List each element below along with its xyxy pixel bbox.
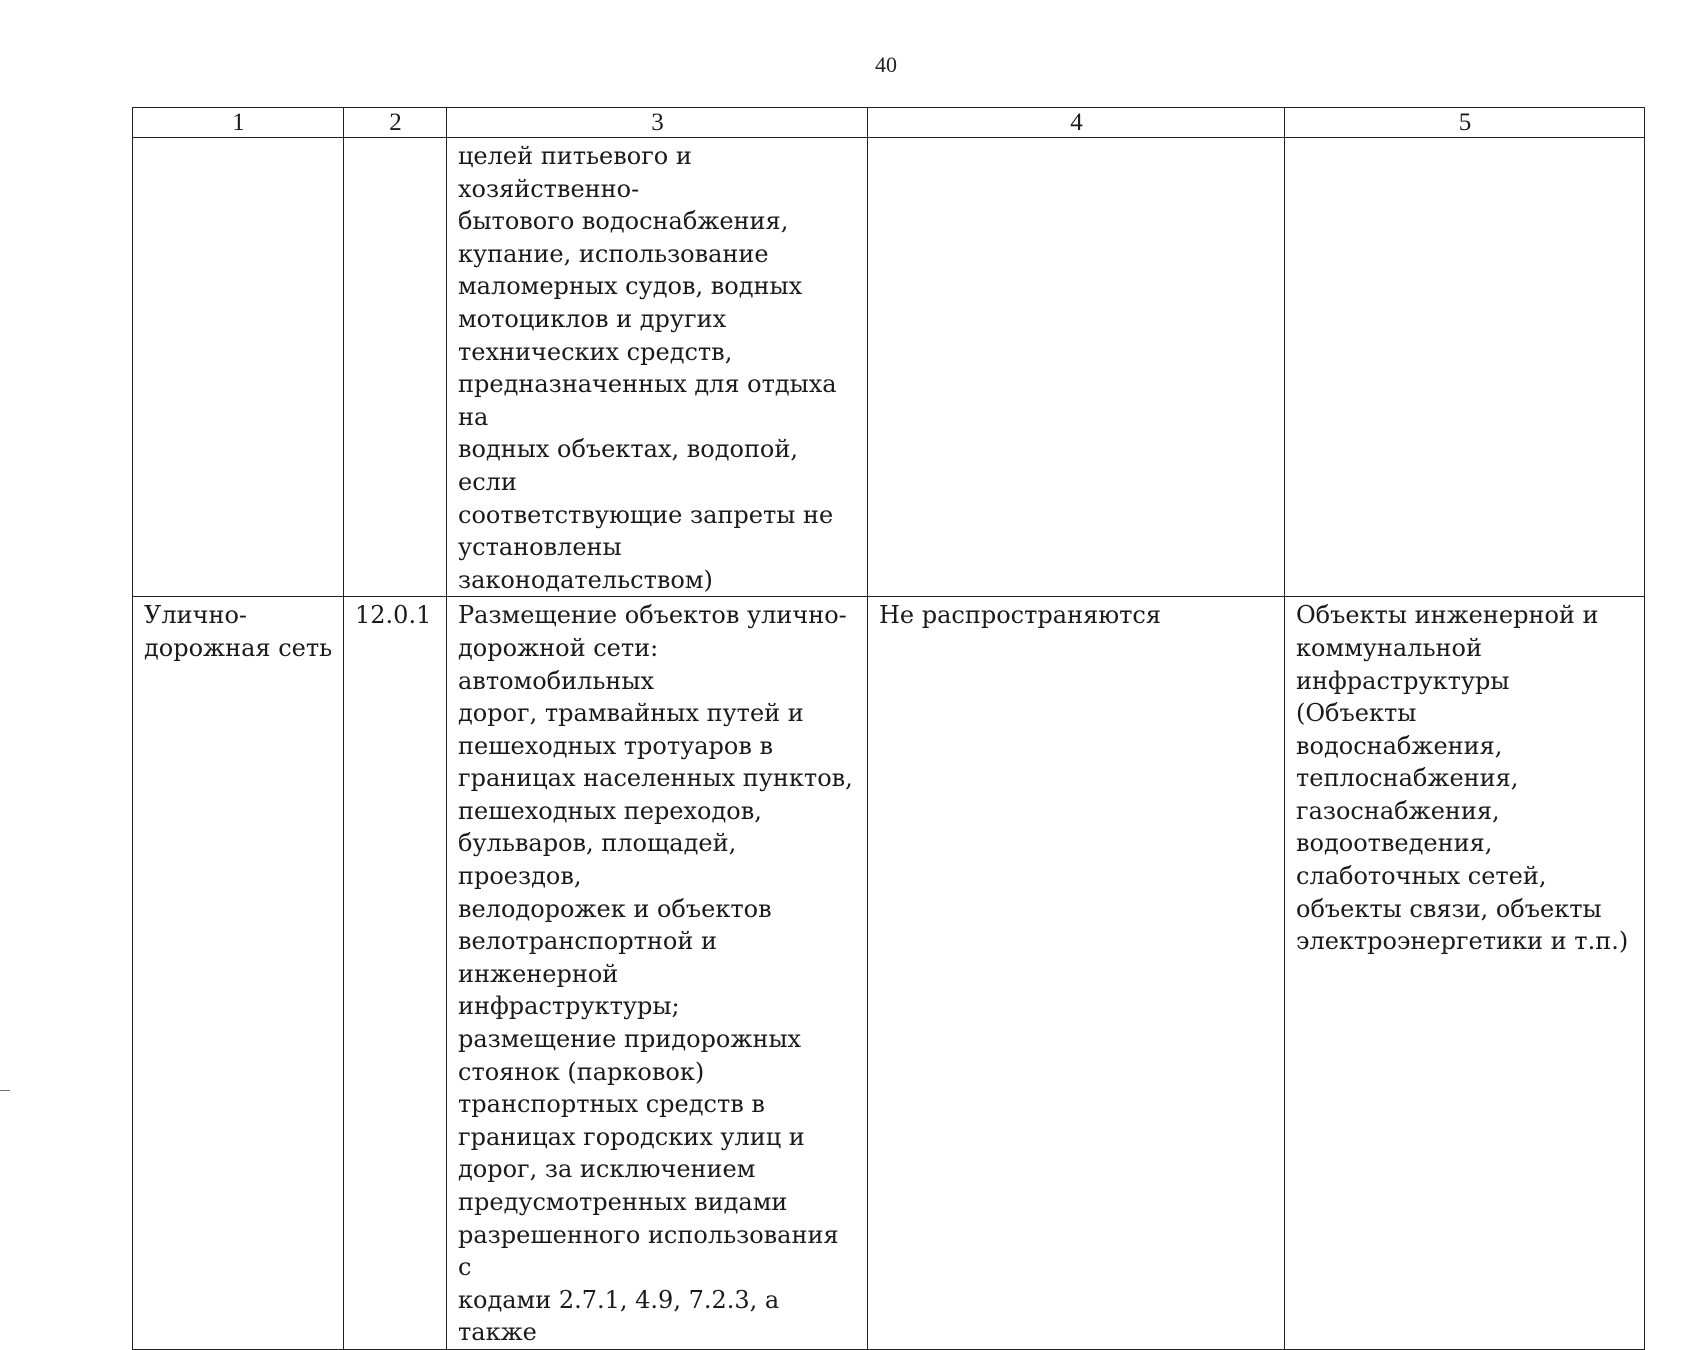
header-col-2: 2 bbox=[344, 108, 447, 138]
page-number: 40 bbox=[875, 52, 897, 77]
land-use-table bbox=[132, 107, 1645, 1350]
col5-cell: Объекты инженерной и коммунальной инфраструктуры (Объекты водоснабжения, теплоснабжения, газоснабжения, водоотведения, слаботочных сетей, объекты связи, объекты электроэнергетики и т.п.) bbox=[1285, 597, 1645, 1350]
scan-mark bbox=[0, 1090, 10, 1091]
header-row bbox=[133, 108, 1645, 138]
use-code-cell: 12.0.1 bbox=[344, 597, 447, 1350]
header-col-3: 3 bbox=[447, 108, 868, 138]
use-description-cell: Размещение объектов улично- дорожной сети: автомобильных дорог, трамвайных путей и пешеходных тротуаров в границах населенных пунктов, пешеходных переходов, бульваров, площадей, проездов, велодорожек и объектов велотранспортной и инженерной инфраструктуры; размещение придорожных стоянок (парковок) транспортных средств в границах городских улиц и дорог, за исключением предусмотренных видами разрешенного использования с кодами 2.7.1, 4.9, 7.2.3, а также bbox=[447, 597, 868, 1350]
use-name-cell: Улично- дорожная сеть bbox=[133, 597, 344, 1350]
header-col-1: 1 bbox=[133, 108, 344, 138]
col5-cell bbox=[1285, 138, 1645, 597]
header-col-5: 5 bbox=[1285, 108, 1645, 138]
col4-cell: Не распространяются bbox=[868, 597, 1285, 1350]
header-col-4: 4 bbox=[868, 108, 1285, 138]
use-description-cell: целей питьевого и хозяйственно- бытового водоснабжения, купание, использование маломерных судов, водных мотоциклов и других технических средств, предназначенных для отдыха на водных объектах, водопой, если соответствующие запреты не установлены законодательством) bbox=[447, 138, 868, 597]
table-row bbox=[133, 597, 1645, 1350]
use-name-cell bbox=[133, 138, 344, 597]
col4-cell bbox=[868, 138, 1285, 597]
table-row bbox=[133, 138, 1645, 597]
use-code-cell bbox=[344, 138, 447, 597]
